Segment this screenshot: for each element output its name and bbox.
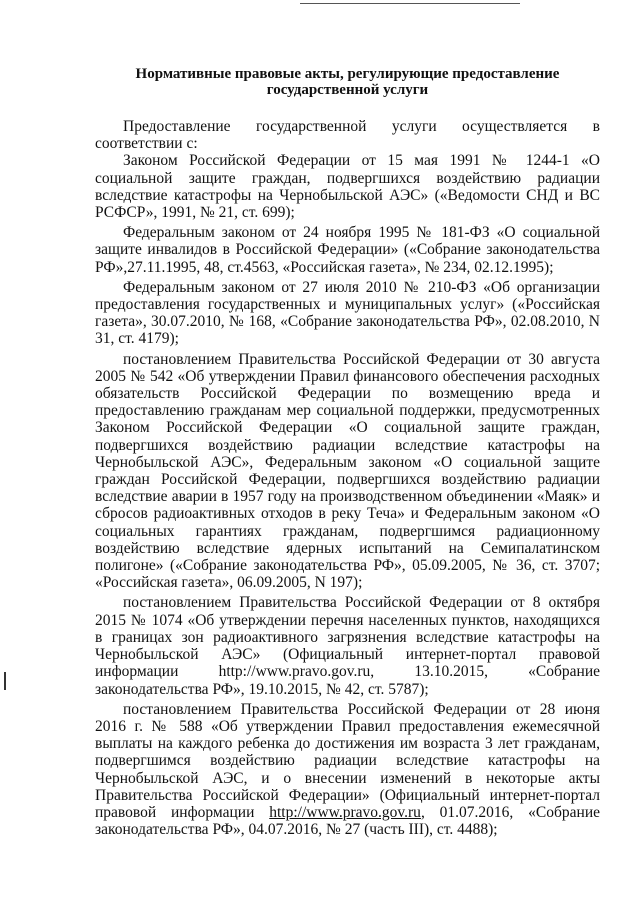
legal-act-paragraph: постановлением Правительства Российской Федерации от 8 октября 2015 № 1074 «Об утверждении перечня населенных пунктов, находящихся в границах зон радиоактивного загрязнения вследствие катастрофы на Чернобыльской АЭС» (Официальный интернет-портал правовой информации http://www.pravo.gov.ru, 13.10.2015, «Собрание законодательства РФ», 19.10.2015, № 42, ст. 5787); bbox=[95, 594, 600, 698]
document-page bbox=[95, 66, 600, 841]
legal-act-paragraph-last bbox=[95, 701, 600, 839]
paragraph-text: , 01.07.2016, «Собрание законодательства РФ», 04.07.2016, № 27 (часть III), ст. 4488); bbox=[95, 803, 600, 839]
legal-act-paragraph: Законом Российской Федерации от 15 мая 1991 № 1244-1 «О социальной защите граждан, подвергшихся воздействию радиации вследствие катастрофы на Чернобыльской АЭС» («Ведомости СНД и ВС РСФСР», 1991, № 21, ст. 699); bbox=[95, 152, 600, 222]
scan-artifact-line bbox=[300, 3, 520, 4]
legal-acts-list bbox=[95, 152, 600, 838]
document-title: Нормативные правовые акты, регулирующие предоставление государственной услуги bbox=[135, 66, 560, 98]
scan-artifact-mark bbox=[4, 672, 6, 690]
legal-act-paragraph: Федеральным законом от 24 ноября 1995 № 181-ФЗ «О социальной защите инвалидов в Российской Федерации» («Собрание законодательства РФ»,27.11.1995, 48, ст.4563, «Российская газета», № 234, 02.12.1995); bbox=[95, 224, 600, 276]
paragraph-text: постановлением Правительства Российской Федерации от 28 июня 2016 г. № 588 «Об утверждении Правил предоставления ежемесячной выплаты на каждого ребенка до достижения им возраста 3 лет гражданам, подвергшимся воздействию радиации вследствие катастрофы на Чернобыльской АЭС, и о внесении изменений в некоторые акты Правительства Российской Федерации» (Официальный интернет-портал правовой информации bbox=[95, 700, 600, 821]
legal-act-paragraph: постановлением Правительства Российской Федерации от 30 августа 2005 № 542 «Об утверждении Правил финансового обеспечения расходных обязательств Российской Федерации по возмещению вреда и предоставлению гражданам мер социальной поддержки, предусмотренных Законом Российской Федерации «О социальной защите граждан, подвергшихся воздействию радиации вследствие катастрофы на Чернобыльской АЭС», Федеральным законом «О социальной защите граждан Российской Федерации, подвергшихся воздействию радиации вследствие аварии в 1957 году на производственном объединении «Маяк» и сбросов радиоактивных отходов в реку Теча» и Федеральным законом «О социальных гарантиях гражданам, подвергшимся радиационному воздействию вследствие ядерных испытаний на Семипалатинском полигоне» («Собрание законодательства РФ», 05.09.2005, № 36, ст. 3707; «Российская газета», 06.09.2005, N 197); bbox=[95, 350, 600, 592]
legal-act-paragraph: Федеральным законом от 27 июля 2010 № 210-ФЗ «Об организации предоставления государственных и муниципальных услуг» («Российская газета», 30.07.2010, № 168, «Собрание законодательства РФ», 02.08.2010, N 31, ст. 4179); bbox=[95, 278, 600, 348]
pravo-gov-link[interactable]: http://www.pravo.gov.ru bbox=[269, 803, 421, 821]
intro-paragraph: Предоставление государственной услуги осуществляется в соответствии с: bbox=[95, 118, 600, 153]
